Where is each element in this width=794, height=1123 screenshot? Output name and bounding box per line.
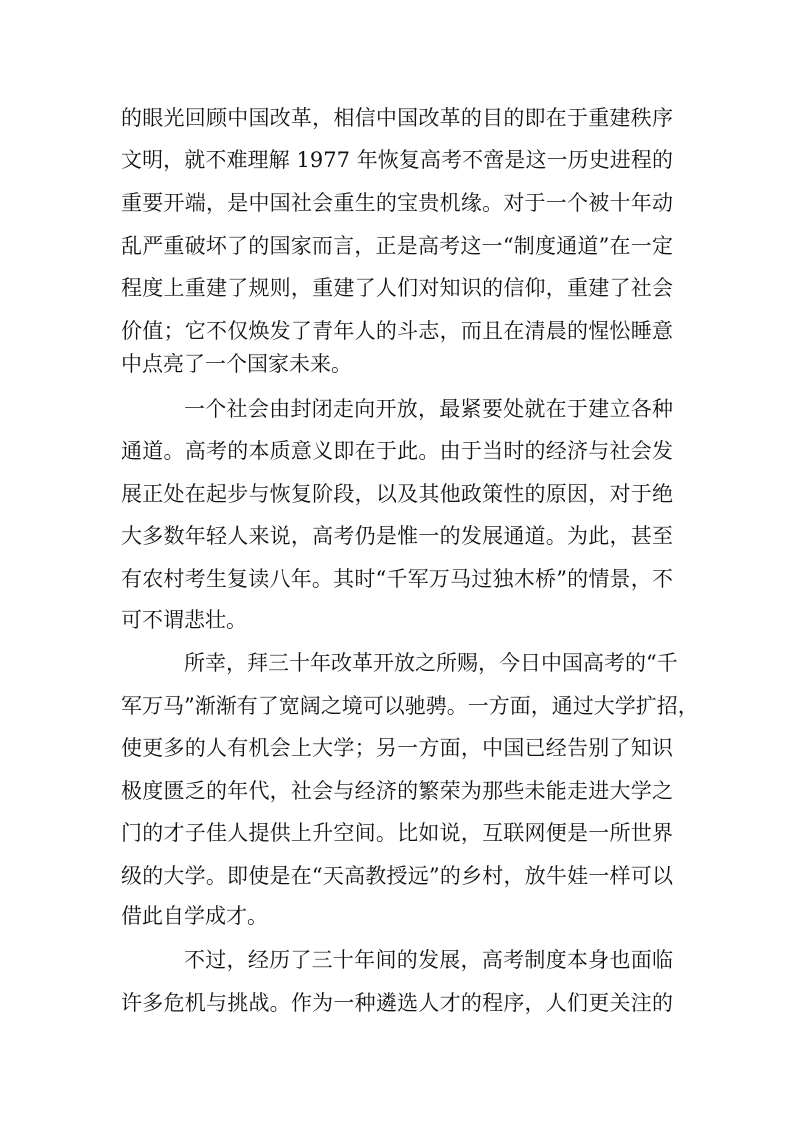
text-line: 展正处在起步与恢复阶段，以及其他政策性的原因，对于绝 — [121, 482, 673, 506]
text-line: 军万马”渐渐有了宽阔之境可以驰骋。一方面，通过大学扩招， — [121, 694, 699, 718]
text-line: 借此自学成才。 — [121, 904, 268, 928]
text-line: 门的才子佳人提供上升空间。比如说，互联网便是一所世界 — [121, 821, 673, 845]
text-line: 价值；它不仅焕发了青年人的斗志，而且在清晨的惺忪睡意 — [121, 319, 673, 343]
text-line: 大多数年轻人来说，高考仍是惟一的发展通道。为此，甚至 — [121, 524, 673, 548]
text-line: 乱严重破坏了的国家而言，正是高考这一“制度通道”在一定 — [121, 234, 673, 258]
text-line: 级的大学。即使是在“天高教授远”的乡村，放牛娃一样可以 — [121, 864, 673, 888]
text-line: 不过，经历了三十年间的发展，高考制度本身也面临 — [184, 948, 673, 972]
text-line: 有农村考生复读八年。其时“千军万马过独木桥”的情景，不 — [121, 567, 673, 591]
text-line: 极度匮乏的年代，社会与经济的繁荣为那些未能走进大学之 — [121, 779, 673, 803]
text-line: 所幸，拜三十年改革开放之所赐，今日中国高考的“千 — [184, 651, 678, 675]
text-line: 文明，就不难理解 1977 年恢复高考不啻是这一历史进程的 — [121, 148, 673, 172]
text-line: 重要开端，是中国社会重生的宝贵机缘。对于一个被十年动 — [121, 191, 673, 215]
text-line: 中点亮了一个国家未来。 — [121, 352, 352, 376]
text-line: 使更多的人有机会上大学；另一方面，中国已经告别了知识 — [121, 736, 673, 760]
text-line: 程度上重建了规则，重建了人们对知识的信仰，重建了社会 — [121, 276, 673, 300]
text-line: 许多危机与挑战。作为一种遴选人才的程序，人们更关注的 — [121, 991, 673, 1015]
text-line: 可不谓悲壮。 — [121, 608, 247, 632]
text-line: 一个社会由封闭走向开放，最紧要处就在于建立各种 — [184, 397, 673, 421]
text-line: 通道。高考的本质意义即在于此。由于当时的经济与社会发 — [121, 439, 673, 463]
text-line: 的眼光回顾中国改革，相信中国改革的目的即在于重建秩序 — [121, 106, 673, 130]
